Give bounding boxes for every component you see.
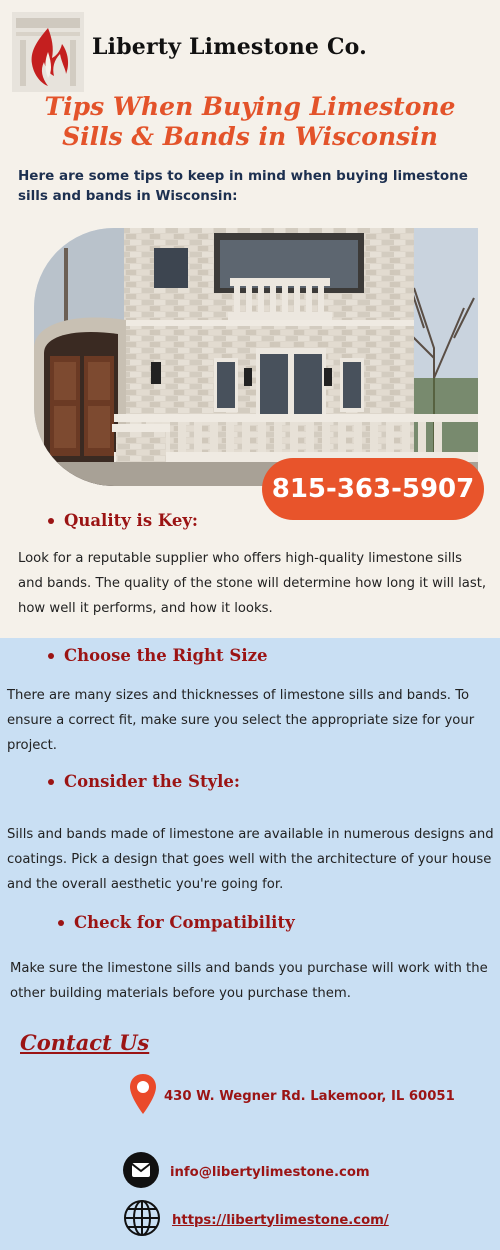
bullet-icon xyxy=(48,779,54,785)
tip-body-compatibility: Make sure the limestone sills and bands you purchase will work with the other building materials before you purchase them. xyxy=(10,961,488,1001)
contact-website-row[interactable] xyxy=(122,1198,389,1242)
email-icon xyxy=(122,1151,160,1193)
bullet-icon xyxy=(58,920,64,926)
tip-body-style: Sills and bands made of limestone are available in numerous designs and coatings. Pick a design that goes well with the architecture of your house and the overall aesthetic you're going for. xyxy=(7,827,494,892)
page-title-line-1: Tips When Buying Limestone xyxy=(44,92,456,121)
brand-logo xyxy=(12,12,84,92)
phone-number-badge[interactable]: 815-363-5907 xyxy=(262,458,484,520)
contact-heading: Contact Us xyxy=(20,1030,150,1055)
page-title-line-2: Sills & Bands in Wisconsin xyxy=(62,122,438,151)
tip-body-quality: Look for a reputable supplier who offers high-quality limestone sills and bands. The quality of the stone will determine how long it will last, how well it performs, and how it looks. xyxy=(18,551,487,616)
contact-email-row[interactable] xyxy=(122,1151,370,1193)
intro-text: Here are some tips to keep in mind when buying limestone sills and bands in Wisconsin: xyxy=(18,168,468,204)
tip-title-text: Consider the Style: xyxy=(64,772,241,791)
tip-title-text: Check for Compatibility xyxy=(74,913,295,932)
bullet-icon xyxy=(48,518,54,524)
tip-title-style xyxy=(48,772,240,791)
house-photo xyxy=(34,228,478,486)
email-link[interactable]: info@libertylimestone.com xyxy=(170,1164,370,1180)
website-link[interactable]: https://libertylimestone.com/ xyxy=(172,1212,389,1228)
page-title xyxy=(0,92,500,152)
globe-icon xyxy=(122,1198,162,1242)
bullet-icon xyxy=(48,653,54,659)
address-text: 430 W. Wegner Rd. Lakemoor, IL 60051 xyxy=(164,1088,455,1104)
tip-title-compatibility xyxy=(58,913,295,932)
brand-name: Liberty Limestone Co. xyxy=(92,34,368,60)
tip-title-text: Choose the Right Size xyxy=(64,646,268,665)
tip-title-text: Quality is Key: xyxy=(64,511,199,530)
tip-title-size xyxy=(48,646,267,665)
tip-title-quality xyxy=(48,511,198,530)
tip-body-size: There are many sizes and thicknesses of limestone sills and bands. To ensure a correct fit, make sure you select the appropriate size for your project. xyxy=(7,688,475,753)
contact-address-row xyxy=(128,1072,455,1120)
location-pin-icon xyxy=(128,1072,158,1120)
